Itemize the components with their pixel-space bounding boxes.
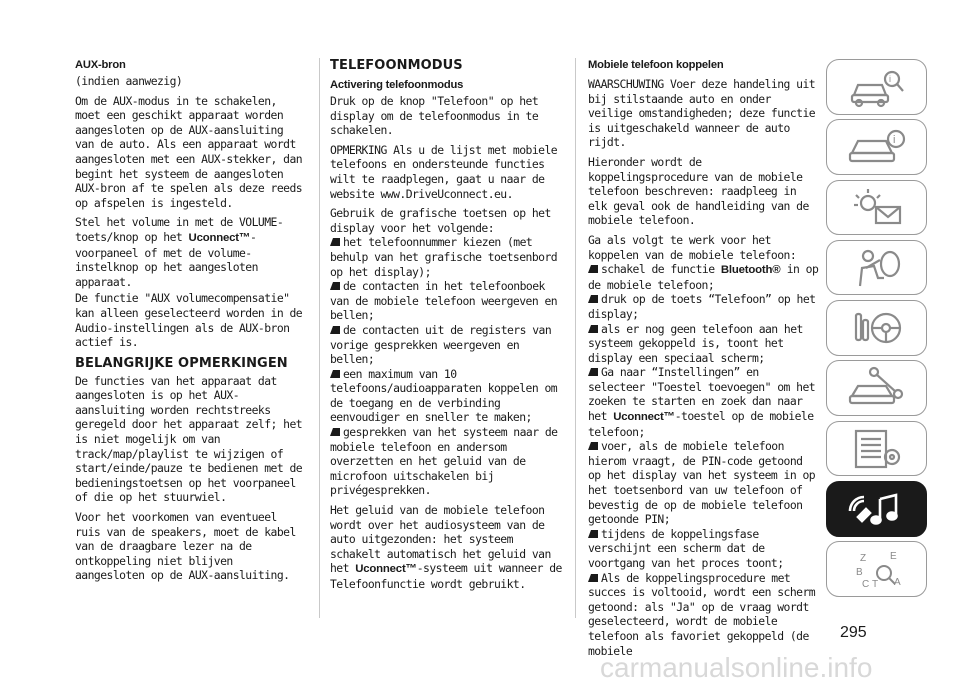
aux-paragraph-2: Stel het volume in met de VOLUME-toets/knop op het Uconnect™-voorpaneel of met de volume-instelknop op het aangesloten apparaat. xyxy=(75,215,284,289)
phone-bullet-list xyxy=(330,235,563,498)
bullet-icon xyxy=(330,238,340,246)
list-item: Ga naar “Instellingen” en selecteer "Toestel toevoegen" om het zoeken te starten en zoek dan naar het Uconnect™-toestel op de mobiele telefoon; xyxy=(588,365,816,439)
list-item: de contacten in het telefoonboek van de mobiele telefoon weergeven en bellen; xyxy=(330,279,558,323)
bullet-icon xyxy=(588,530,598,538)
index-icon xyxy=(846,547,908,591)
svg-text:i: i xyxy=(888,73,891,84)
tab-technical-data[interactable] xyxy=(826,421,927,477)
bullet-icon xyxy=(588,325,598,333)
bullet-icon xyxy=(588,368,598,376)
column-pairing xyxy=(588,58,820,658)
bullet-icon xyxy=(330,370,340,378)
bullet-icon xyxy=(588,265,598,273)
svg-text:E: E xyxy=(889,551,897,563)
aux-paragraph-1: Om de AUX-modus in te schakelen, moet een geschikt apparaat worden aangesloten op de AUX-aansluiting van de auto. Als een apparaat wordt aangesloten met een AUX-stekker, dan begint het systeem de aangesloten AUX-bron af te spelen als deze reeds op afspelen is ingesteld. xyxy=(75,93,303,210)
list-item: gesprekken van het systeem naar de mobiele telefoon en andersom overzetten en het geluid van de microfoon uitschakelen bij privégesprekken. xyxy=(330,425,558,498)
tab-multimedia[interactable] xyxy=(826,481,927,537)
wrench-car-icon xyxy=(846,366,908,410)
tab-lights[interactable] xyxy=(826,180,927,236)
phone-paragraph-4: Het geluid van de mobiele telefoon wordt over het audiosysteem van de auto uitgezonden: het systeem schakelt automatisch het geluid van het Uconnect™-systeem uit wanneer de Telefoonfunctie wordt gebruikt. xyxy=(330,503,562,591)
list-item: voer, als de mobiele telefoon hierom vraagt, de PIN-code getoond op het display van het systeem in op het toetsenbord van uw telefoon of bevestig de op de mobiele telefoon getoonde PIN; xyxy=(588,439,816,527)
bullet-icon xyxy=(330,428,340,436)
column-divider xyxy=(575,58,576,618)
tab-car-info[interactable] xyxy=(826,59,927,115)
svg-text:Z: Z xyxy=(859,553,866,565)
steering-icon xyxy=(846,306,908,350)
specs-icon xyxy=(846,427,908,471)
phone-paragraph-3: Gebruik de grafische toetsen op het display voor het volgende: xyxy=(330,206,551,235)
svg-text:A: A xyxy=(893,577,901,589)
bullet-icon xyxy=(588,295,598,303)
list-item: Als de koppelingsprocedure met succes is voltooid, wordt een scherm getoond: als "Ja" op de vraag wordt geselecteerd, wordt de mobiele telefoon als favoriet gekoppeld (de mobiele xyxy=(588,570,816,658)
column-aux xyxy=(75,58,307,583)
aux-availability-note: (indien aanwezig) xyxy=(75,74,183,88)
aux-paragraph-3: De functie "AUX volumecompensatie" kan alleen geselecteerd worden in de Audio-instellingen als de AUX-bron actief is. xyxy=(75,291,303,350)
car-info-icon xyxy=(846,65,908,109)
pairing-heading: Mobiele telefoon koppelen xyxy=(588,59,724,71)
bullet-icon xyxy=(588,442,598,450)
notes-paragraph-1: De functies van het apparaat dat aangesloten is op het AUX-aansluiting worden rechtstreeks geregeld door het apparaat zelf; het is niet mogelijk om van track/map/playlist te wijzigen of start/einde/pauze te bedienen met de bedieningstoetsen op het voorpaneel of die op het stuurwiel. xyxy=(75,373,303,505)
list-item: schakel de functie Bluetooth® in op de mobiele telefoon; xyxy=(588,262,819,292)
column-phone-mode xyxy=(330,58,563,592)
notes-paragraph-2: Voor het voorkomen van eventueel ruis van de speakers, moet de kabel van de draagbare lezer na de ontkoppeling niet blijven aangesloten op de AUX-aansluiting. xyxy=(75,510,296,583)
chapter-tabs xyxy=(826,59,927,602)
page-number: 295 xyxy=(840,624,867,641)
watermark: carmanualsonline.info xyxy=(600,652,873,683)
pairing-warning: WAARSCHUWING Voer deze handeling uit bij stilstaande auto en onder veilige omstandigheden; deze functie is uitgeschakeld wanneer de auto rijdt. xyxy=(588,77,816,150)
list-item: tijdens de koppelingsfase verschijnt een scherm dat de voortgang van het proces toont; xyxy=(588,526,784,570)
list-item: het telefoonnummer kiezen (met behulp van het grafische toetsenbord op het display); xyxy=(330,235,558,279)
svg-text:T: T xyxy=(871,579,878,591)
pairing-bullet-list xyxy=(588,262,820,658)
pairing-paragraph-1: Hieronder wordt de koppelingsprocedure van de mobiele telefoon beschreven: raadpleeg in elk geval ook de handleiding van de mobiele telefoon. xyxy=(588,154,809,228)
svg-text:B: B xyxy=(855,567,863,579)
tab-dashboard[interactable] xyxy=(826,119,927,175)
airbag-icon xyxy=(846,246,908,290)
bullet-icon xyxy=(330,282,340,290)
important-notes-heading: BELANGRIJKE OPMERKINGEN xyxy=(75,355,288,371)
tab-safety[interactable] xyxy=(826,240,927,296)
bullet-icon xyxy=(330,326,340,334)
list-item: druk op de toets “Telefoon” op het display; xyxy=(588,292,816,321)
svg-text:i: i xyxy=(892,134,895,147)
multimedia-icon xyxy=(846,487,908,531)
lights-mail-icon xyxy=(846,185,908,229)
phone-activation-heading: Activering telefoonmodus xyxy=(330,79,464,91)
tab-starting-driving[interactable] xyxy=(826,300,927,356)
list-item: een maximum van 10 telefoons/audioapparaten koppelen om de toegang en de verbinding eenvoudiger en sneller te maken; xyxy=(330,366,558,425)
pairing-paragraph-2: Ga als volgt te werk voor het koppelen van de mobiele telefoon: xyxy=(588,232,797,262)
bullet-icon xyxy=(588,574,598,582)
dashboard-icon xyxy=(846,125,908,169)
tab-index[interactable] xyxy=(826,541,927,597)
list-item: de contacten uit de registers van vorige gesprekken weergeven en bellen; xyxy=(330,322,552,367)
column-divider xyxy=(319,58,320,618)
phone-paragraph-1: Druk op de knop "Telefoon" op het display om de telefoonmodus in te schakelen. xyxy=(330,94,539,138)
tab-emergency[interactable] xyxy=(826,360,927,416)
list-item: als er nog geen telefoon aan het systeem gekoppeld is, toont het display een speciaal scherm; xyxy=(588,321,803,365)
aux-source-heading: AUX-bron xyxy=(75,59,126,71)
svg-text:C: C xyxy=(861,579,869,591)
phone-mode-heading: TELEFOONMODUS xyxy=(330,58,463,73)
phone-paragraph-2: OPMERKING Als u de lijst met mobiele telefoons en ondersteunde functies wilt te raadplegen, gaat u naar de website www.DriveUconnect.eu. xyxy=(330,142,558,201)
